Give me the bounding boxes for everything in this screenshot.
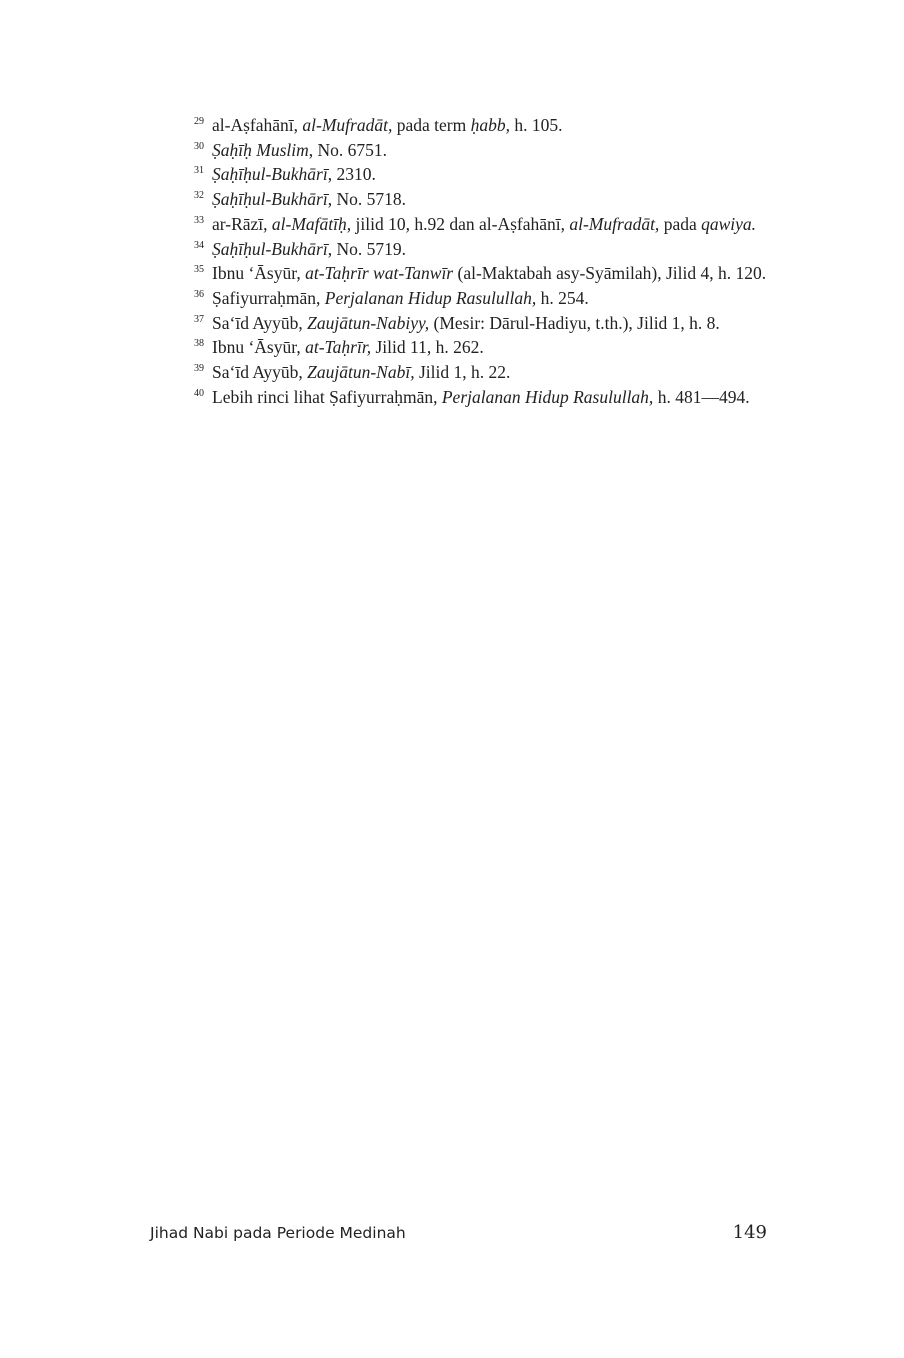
footnote-text: (Mesir: Dārul-Hadiyu, t.th.), Jilid 1, h. 8. [429,312,720,333]
footnote [150,113,767,138]
footnote [150,138,767,163]
footnote-text: , No. 6751. [308,139,388,160]
page-number: 149 [732,1222,767,1243]
footnote-italic-text: Zaujātun-Nabiyy, [307,312,430,333]
footnote-italic-text: at-Taḥrīr, [305,337,372,358]
footnote-text: , No. 5719. [327,238,406,259]
footnote-number: 34 [194,239,204,251]
footnote-number: 38 [194,338,204,350]
footnote-text: pada [659,213,702,234]
footnote-text: Ibnu ‘Āsyūr, [212,337,306,358]
footnote-italic-text: Ṣaḥīḥul-Bukhārī [212,189,328,210]
footnote-text: ar-Rāzī, [212,213,272,234]
footnote-italic-text: Perjalanan Hidup Rasulullah, [441,386,654,407]
page-footer [150,1222,767,1250]
footnote-number: 33 [194,214,204,226]
footnote-italic-text: Ṣaḥīḥ Muslim [212,139,309,160]
footnote [150,237,767,262]
footnote-italic-text: al-Mafātīḥ, [271,213,352,234]
footnote [150,162,767,187]
footnote-italic-text: Ṣaḥīḥul-Bukhārī [212,164,328,185]
footnote-text: Lebih rinci lihat Ṣafiyurraḥmān, [212,386,442,407]
footnote-text: h. 481—494. [653,386,750,407]
footnote [150,311,767,336]
footnote-text: Sa‘īd Ayyūb, [212,362,308,383]
footnote-text: Ibnu ‘Āsyūr, [212,263,306,284]
footnote [150,261,767,286]
footnote-number: 37 [194,313,204,325]
footnote-text: (al-Maktabah asy-Syāmilah), Jilid 4, h. 120. [453,263,767,284]
footnote [150,385,767,410]
footnote-italic-text: Zaujātun-Nabī, [307,362,415,383]
footnote-text: , 2310. [327,164,376,185]
footnote-italic-text: ḥabb, [470,115,510,135]
footnote-text: Ṣafiyurraḥmān, [212,287,325,308]
footnote-number: 29 [194,116,204,127]
footnote-italic-text: Perjalanan Hidup Rasulullah, [324,287,537,308]
footnote-italic-text: qawiya. [701,213,757,234]
footnote [150,360,767,385]
footnote-italic-text: Ṣaḥīḥul-Bukhārī [212,238,328,259]
footnote-italic-text: al-Mufradāt, [569,213,660,234]
footnote-number: 30 [194,140,204,152]
footnote-text: jilid 10, h.92 dan al-Aṣfahānī, [351,213,570,234]
footnotes-section [150,113,767,409]
footnote [150,286,767,311]
footnote-italic-text: at-Taḥrīr wat-Tanwīr [305,263,454,284]
footnote-italic-text: al-Mufradāt, [302,115,393,135]
footnote [150,187,767,212]
footnote-text: al-Aṣfahānī, [212,115,303,135]
footnote-number: 31 [194,165,204,177]
footnote-text: Jilid 11, h. 262. [371,337,484,358]
footnote-number: 35 [194,264,204,276]
footnote-text: pada term [392,115,471,135]
footnote [150,335,767,360]
footnote [150,212,767,237]
footnote-number: 39 [194,363,204,375]
footnote-number: 40 [194,387,204,399]
footnote-text: Jilid 1, h. 22. [414,362,511,383]
footnote-text: h. 105. [509,115,563,135]
footnote-text: Sa‘īd Ayyūb, [212,312,308,333]
running-title: Jihad Nabi pada Periode Medinah [150,1224,406,1242]
footnote-text: h. 254. [536,287,589,308]
footnote-text: , No. 5718. [327,189,406,210]
footnote-number: 32 [194,190,204,202]
footnote-number: 36 [194,288,204,300]
